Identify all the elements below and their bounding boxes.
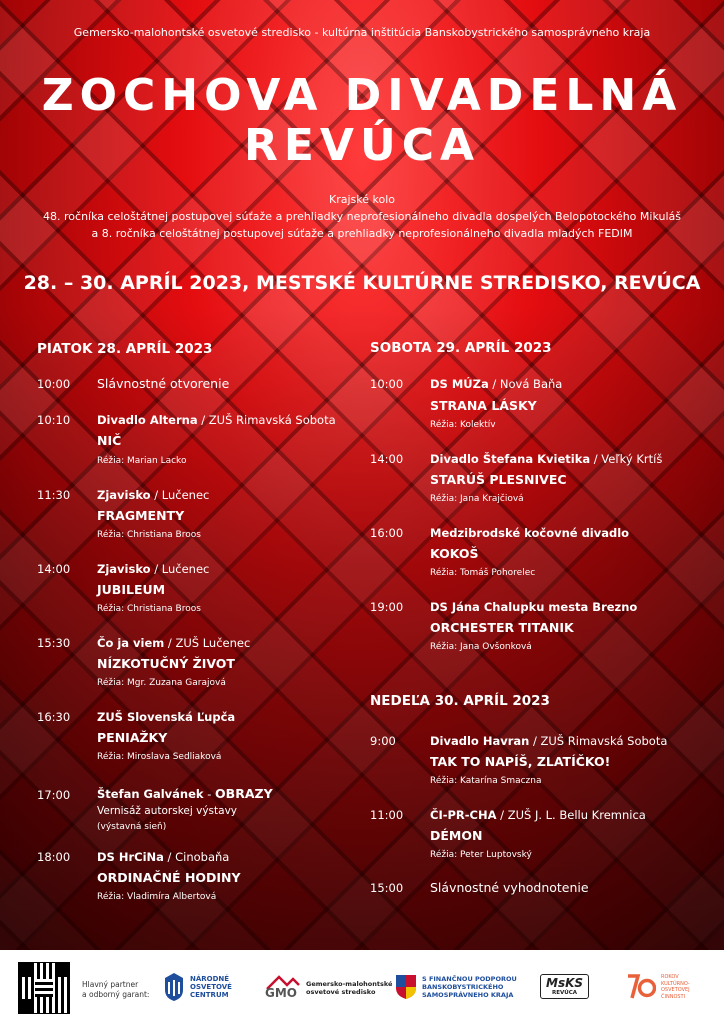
- play-title: STRANA LÁSKY: [430, 398, 537, 413]
- group-name: Štefan Galvánek: [97, 787, 204, 801]
- msks-mark: MsKS: [546, 976, 584, 990]
- qr-code-icon: [18, 962, 70, 1014]
- group-name: Divadlo Štefana Kvietika: [430, 452, 591, 466]
- bbsk-text-2: BANSKOBYSTRICKÉHO: [422, 983, 504, 991]
- event-time: 10:10: [37, 413, 71, 427]
- event-note-venue: (výstavná sieň): [97, 822, 167, 832]
- logo-msks-revuca: [540, 974, 589, 999]
- director: Réžia: Katarína Smaczna: [430, 776, 542, 786]
- bbsk-text-1: S FINANČNOU PODPOROU: [422, 975, 517, 983]
- group-name: ZUŠ Slovenská Ľupča: [97, 710, 236, 724]
- play-title: STARÚŠ PLESNIVEC: [430, 472, 567, 487]
- event-time: 19:00: [370, 600, 404, 614]
- group-name: DS Jána Chalupku mesta Brezno: [430, 600, 638, 614]
- event-group: [97, 710, 235, 724]
- event-time: 16:00: [370, 526, 404, 540]
- group-name: DS HrCiNa: [97, 850, 164, 864]
- event-group: [430, 452, 662, 466]
- play-title: TAK TO NAPÍŠ, ZLATÍČKO!: [430, 754, 611, 769]
- noc-text-2: OSVETOVÉ: [190, 983, 232, 991]
- director: Réžia: Christiana Broos: [97, 604, 201, 614]
- play-title: ORDINAČNÉ HODINY: [97, 870, 241, 885]
- group-place: / ZUŠ Lučenec: [164, 636, 251, 650]
- event-time: 9:00: [370, 734, 396, 748]
- event-group: [97, 850, 229, 864]
- gmos-text-1: Gemersko-malohontské: [306, 980, 393, 988]
- director: Réžia: Jana Ovšonková: [430, 642, 532, 652]
- event-time: 10:00: [370, 377, 404, 391]
- play-title: NIČ: [97, 433, 122, 448]
- seventy-text-1: ROKOV: [661, 974, 679, 980]
- partner-label-line-1: Hlavný partner: [82, 980, 139, 989]
- play-title: DÉMON: [430, 828, 483, 843]
- noc-emblem-icon: [163, 972, 185, 1002]
- bbsk-text-3: SAMOSPRÁVNEHO KRAJA: [422, 991, 514, 999]
- event-group: [430, 377, 562, 391]
- event-group: [430, 734, 667, 748]
- event-note: Vernisáž autorskej výstavy: [97, 805, 238, 817]
- day-heading-saturday: SOBOTA 29. APRÍL 2023: [370, 340, 552, 356]
- partner-label-line-2: a odborný garant:: [82, 990, 150, 999]
- partner-label: [82, 980, 149, 1000]
- seventy-text-3: OSVETOVEJ: [661, 987, 690, 993]
- event-group: [97, 488, 209, 502]
- event-group: [430, 808, 646, 822]
- msks-sub: REVÚCA: [552, 990, 578, 996]
- group-name: ČI-PR-CHA: [430, 808, 497, 822]
- director: Réžia: Tomáš Pohorelec: [430, 568, 536, 578]
- event-time: 15:30: [37, 636, 71, 650]
- event-time: 11:30: [37, 488, 71, 502]
- noc-text-3: CENTRUM: [190, 991, 229, 999]
- event-group: [97, 562, 209, 576]
- noc-text-1: NÁRODNÉ: [190, 975, 230, 983]
- event-group: [97, 636, 250, 650]
- festival-title-line-2: REVÚCA: [243, 120, 481, 171]
- event-group: [97, 413, 336, 427]
- event-time: 17:00: [37, 788, 71, 802]
- gmos-text-2: osvetové stredisko: [306, 988, 376, 996]
- director: Réžia: Jana Krajčiová: [430, 494, 524, 504]
- play-title: NÍZKOTUČNÝ ŽIVOT: [97, 656, 235, 671]
- group-place: / ZUŠ Rimavská Sobota: [529, 734, 668, 748]
- group-place: / Nová Baňa: [488, 377, 563, 391]
- director: Réžia: Peter Luptovský: [430, 850, 532, 860]
- group-place: -: [203, 787, 216, 801]
- logo-narodne-osvetove-centrum: [163, 972, 232, 1002]
- bbsk-coat-of-arms-icon: [395, 974, 417, 1000]
- organizer-line: Gemersko-malohontské osvetové stredisko - kultúrna inštitúcia Banskobystrického samosprávneho kraja: [73, 26, 651, 39]
- event-time: 10:00: [37, 377, 71, 391]
- subtitle-line-1: 48. ročníka celoštátnej postupovej súťaže a prehliadky neprofesionálneho divadla dospelých Belopotockého Mikuláš: [43, 210, 681, 223]
- event-group: [430, 526, 629, 540]
- logo-gmos: [265, 974, 392, 1002]
- event-group: [430, 600, 637, 614]
- event-time: 14:00: [370, 452, 404, 466]
- festival-title-line-1: ZOCHOVA DIVADELNÁ: [41, 70, 683, 121]
- group-name: Divadlo Alterna: [97, 413, 198, 427]
- play-title: PENIAŽKY: [97, 730, 168, 745]
- play-title: OBRAZY: [215, 786, 273, 801]
- play-title: FRAGMENTY: [97, 508, 185, 523]
- group-place: / Veľký Krtíš: [590, 452, 663, 466]
- play-title: ORCHESTER TITANIK: [430, 620, 574, 635]
- director: Réžia: Christiana Broos: [97, 530, 201, 540]
- day-heading-friday: PIATOK 28. APRÍL 2023: [37, 341, 213, 357]
- event-group: [97, 786, 273, 801]
- footer-logos: [0, 950, 724, 1024]
- group-name: Zjavisko: [97, 488, 151, 502]
- group-place: / ZUŠ Rimavská Sobota: [197, 413, 336, 427]
- gmos-mark-text: GMO: [265, 986, 297, 1000]
- event-time: 15:00: [370, 881, 404, 895]
- group-name: Čo ja viem: [97, 636, 165, 650]
- event-text: Slávnostné vyhodnotenie: [430, 880, 589, 895]
- logo-bbsk: [395, 974, 517, 1000]
- group-name: DS MÚZa: [430, 377, 489, 391]
- day-heading-sunday: NEDEĽA 30. APRÍL 2023: [370, 693, 550, 709]
- group-name: Zjavisko: [97, 562, 151, 576]
- group-name: Divadlo Havran: [430, 734, 530, 748]
- group-name: Medzibrodské kočovné divadlo: [430, 526, 630, 540]
- event-time: 14:00: [37, 562, 71, 576]
- seventy-years-icon: [626, 972, 656, 1002]
- group-place: / ZUŠ J. L. Bellu Kremnica: [496, 808, 646, 822]
- event-time: 18:00: [37, 850, 71, 864]
- director: Réžia: Mgr. Zuzana Garajová: [97, 678, 226, 688]
- event-time: 16:30: [37, 710, 71, 724]
- director: Réžia: Vladimíra Albertová: [97, 892, 217, 902]
- group-place: / Lučenec: [150, 562, 210, 576]
- date-venue-line: 28. – 30. APRÍL 2023, MESTSKÉ KULTÚRNE STREDISKO, REVÚCA: [23, 272, 701, 294]
- subtitle-line-2: a 8. ročníka celoštátnej postupovej súťaže a prehliadky neprofesionálneho divadla mladých FEDIM: [91, 227, 633, 240]
- group-place: / Cinobaňa: [163, 850, 230, 864]
- logo-70-rokov: [626, 972, 690, 1002]
- seventy-text-4: ČINNOSTI: [661, 993, 686, 1000]
- event-text: Slávnostné otvorenie: [97, 376, 230, 391]
- director: Réžia: Miroslava Sedliaková: [97, 752, 222, 762]
- play-title: KOKOŠ: [430, 546, 479, 561]
- play-title: JUBILEUM: [97, 582, 166, 597]
- director: Réžia: Marian Lacko: [97, 456, 187, 466]
- seventy-text-2: KULTÚRNO-: [661, 980, 690, 987]
- director: Réžia: Kolektív: [430, 420, 496, 430]
- group-place: / Lučenec: [150, 488, 210, 502]
- event-time: 11:00: [370, 808, 404, 822]
- round-label: Krajské kolo: [329, 193, 395, 206]
